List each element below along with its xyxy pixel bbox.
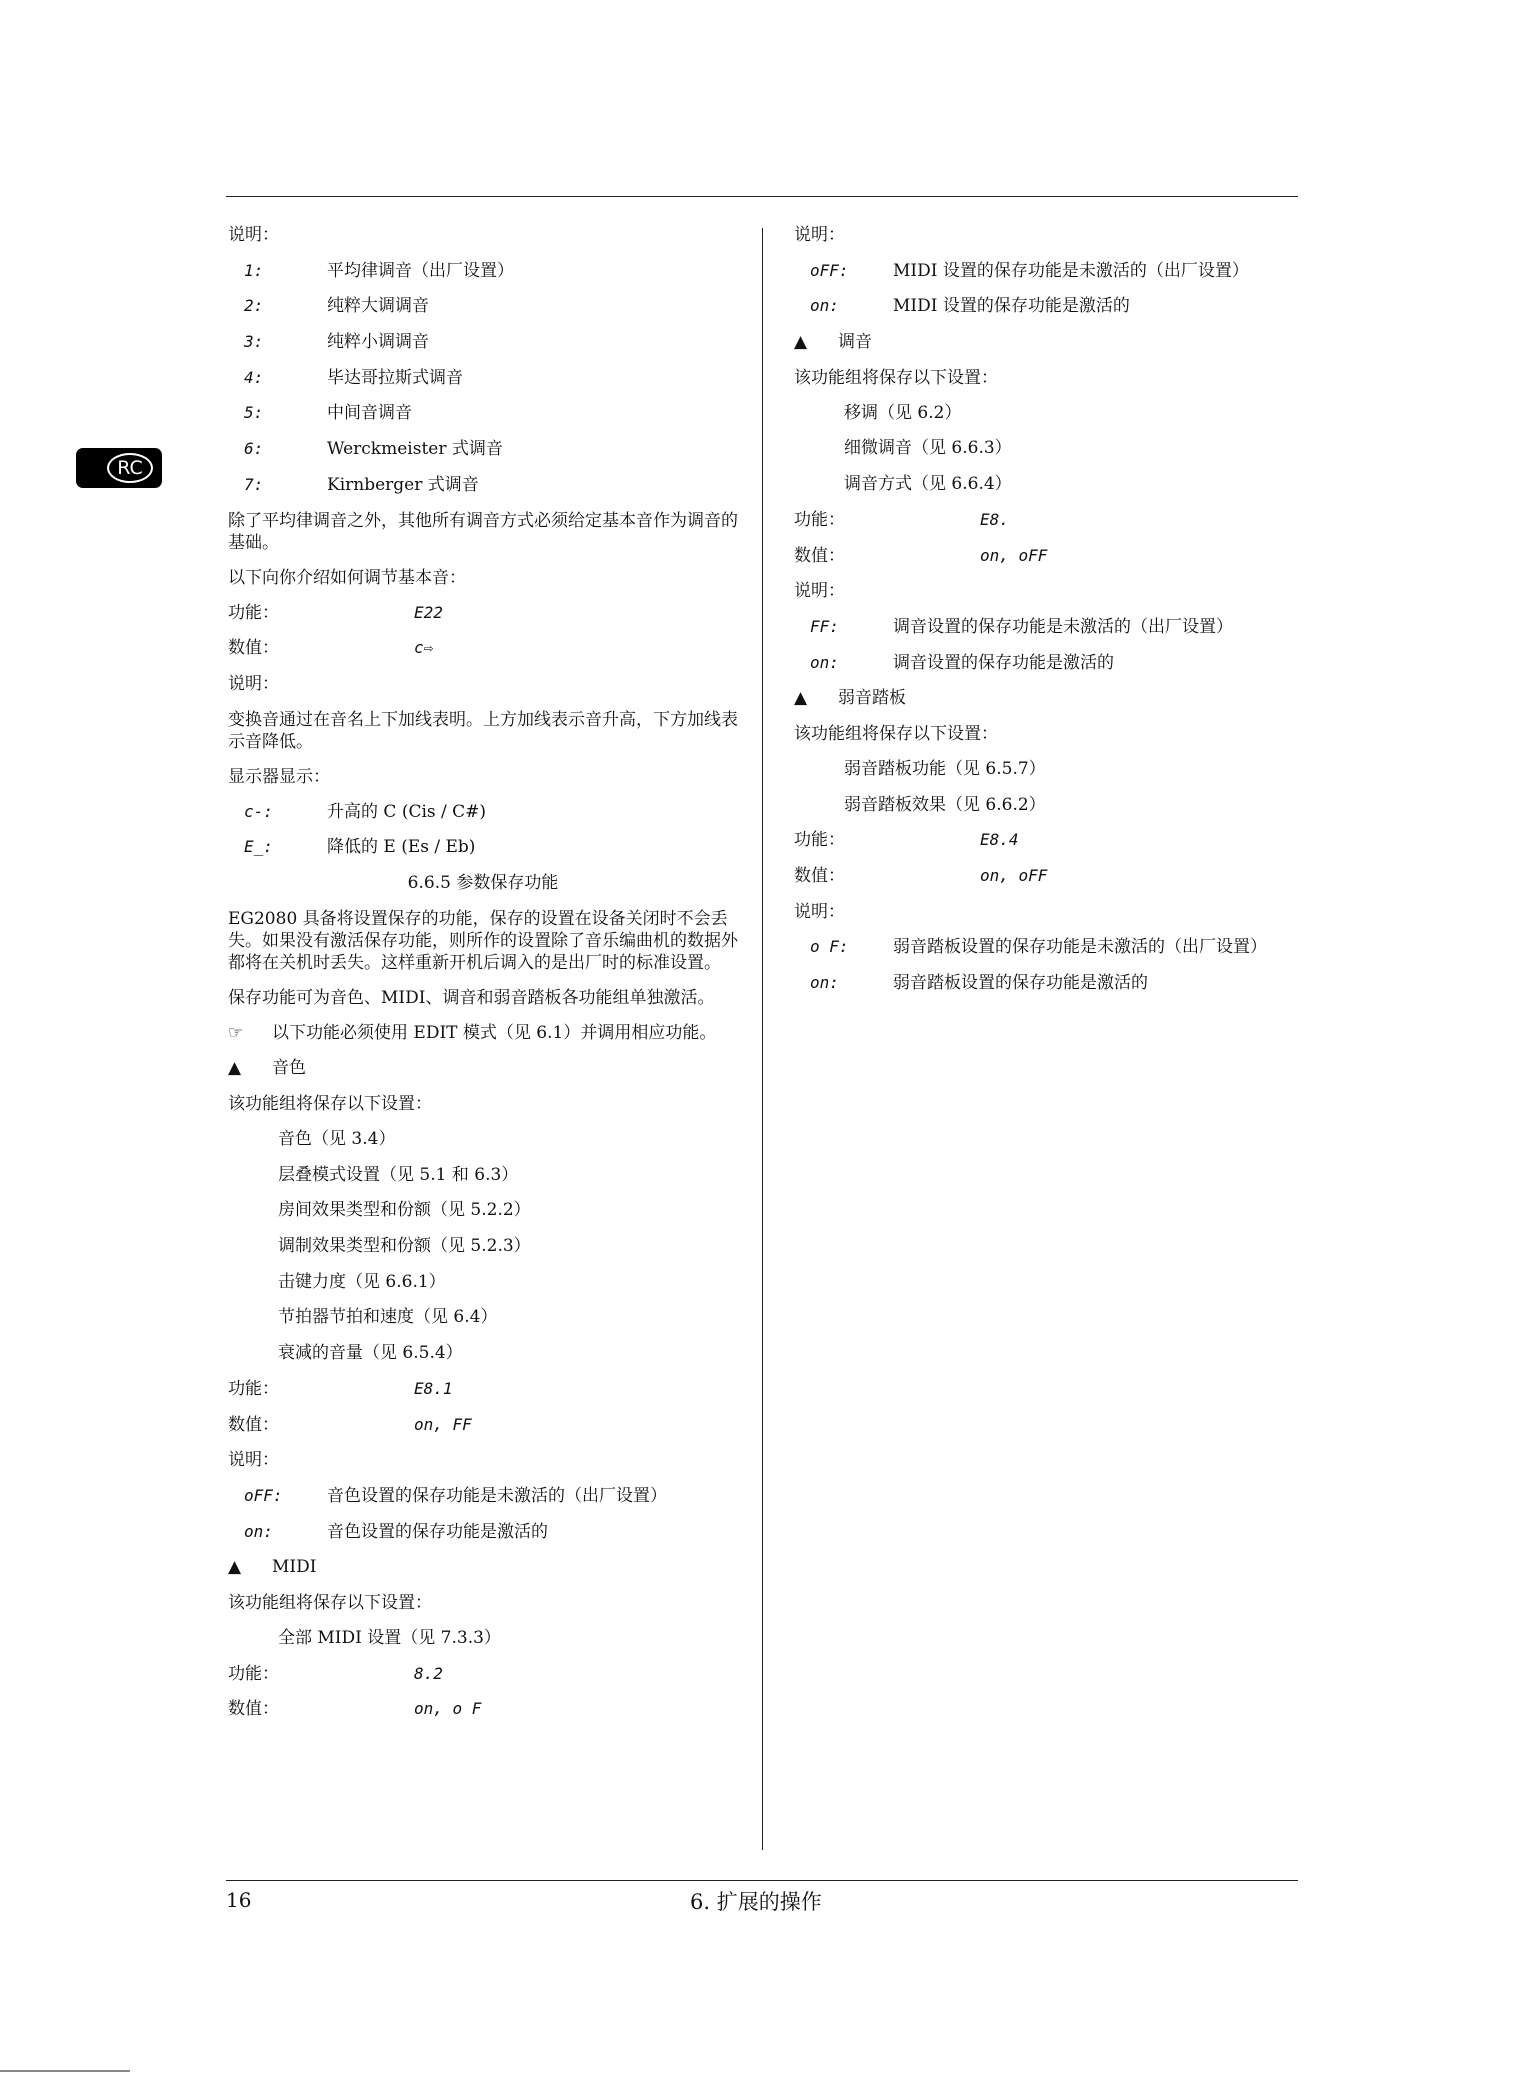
group-heading-text: 调音 <box>838 332 872 353</box>
left-column <box>228 224 738 1734</box>
field-row <box>794 545 1304 581</box>
field-row <box>228 1698 738 1734</box>
field-row <box>228 602 738 638</box>
section-label: 说明： <box>228 225 279 245</box>
code-row <box>228 402 738 438</box>
paragraph: 以下向你介绍如何调节基本音： <box>228 567 466 588</box>
pointing-hand-icon: ☞ <box>228 1022 244 1043</box>
scan-edge-mark <box>0 2070 130 2072</box>
code-row <box>228 1485 738 1521</box>
paragraph: 显示器显示： <box>228 766 330 787</box>
display-code: on: <box>810 296 839 316</box>
display-code: c-: <box>244 801 273 821</box>
section-label: 说明： <box>794 225 845 245</box>
code-description: Werckmeister 式调音 <box>327 439 503 460</box>
code-description: 弱音踏板设置的保存功能是激活的 <box>893 973 1148 994</box>
display-value: E8.4 <box>980 830 1019 850</box>
triangle-bullet-icon: ▲ <box>228 1058 242 1079</box>
field-label: 功能： <box>794 830 845 851</box>
group-heading-text: 音色 <box>272 1058 306 1079</box>
list-item: 击键力度（见 6.6.1） <box>278 1271 446 1292</box>
note-text: 以下功能必须使用 EDIT 模式（见 6.1）并调用相应功能。 <box>272 1022 717 1043</box>
display-code: on: <box>810 652 839 672</box>
code-description: 音色设置的保存功能是未激活的（出厂设置） <box>327 1485 667 1506</box>
footer-rule <box>226 1880 1298 1881</box>
code-description: 调音设置的保存功能是激活的 <box>893 652 1114 673</box>
field-row <box>228 1378 738 1414</box>
header-rule <box>226 196 1298 197</box>
field-label: 数值： <box>228 1414 279 1435</box>
display-value: 8.2 <box>414 1663 443 1683</box>
code-description: Kirnberger 式调音 <box>327 474 479 495</box>
code-description: 升高的 C (Cis / C#) <box>327 801 487 822</box>
field-label: 功能： <box>794 509 845 530</box>
list-item: 衰减的音量（见 6.5.4） <box>278 1343 463 1364</box>
right-column <box>794 224 1304 1008</box>
code-row <box>228 331 738 367</box>
paragraph: 变换音通过在音名上下加线表明。上方加线表示音升高，下方加线表示音降低。 <box>228 709 738 752</box>
code-description: 弱音踏板设置的保存功能是未激活的（出厂设置） <box>893 937 1267 958</box>
field-label: 数值： <box>794 545 845 566</box>
display-code: 1: <box>244 260 264 280</box>
code-description: 中间音调音 <box>327 403 412 424</box>
triangle-bullet-icon: ▲ <box>228 1557 242 1578</box>
code-row <box>228 801 738 837</box>
field-row <box>228 1663 738 1699</box>
code-description: 平均律调音（出厂设置） <box>327 260 514 281</box>
group-heading <box>794 687 1304 723</box>
code-row <box>794 652 1304 688</box>
field-label: 功能： <box>228 602 279 623</box>
display-value: on, FF <box>414 1414 472 1434</box>
group-heading <box>228 1556 738 1592</box>
code-description: MIDI 设置的保存功能是激活的 <box>893 296 1130 317</box>
code-row <box>794 260 1304 296</box>
badge-label: RC <box>107 453 153 483</box>
code-row <box>228 836 738 872</box>
display-value: on, o F <box>414 1699 482 1719</box>
list-item: 弱音踏板效果（见 6.6.2） <box>844 794 1046 815</box>
field-row <box>228 1414 738 1450</box>
list-item: 层叠模式设置（见 5.1 和 6.3） <box>278 1164 519 1185</box>
code-row <box>228 367 738 403</box>
list-item: 调音方式（见 6.6.4） <box>844 474 1012 495</box>
code-description: 调音设置的保存功能是未激活的（出厂设置） <box>893 616 1233 637</box>
code-description: 毕达哥拉斯式调音 <box>327 367 463 388</box>
display-code: FF: <box>810 616 839 636</box>
display-value: E8.1 <box>414 1378 453 1398</box>
paragraph: 除了平均律调音之外，其他所有调音方式必须给定基本音作为调音的基础。 <box>228 510 738 553</box>
display-code: E_: <box>244 837 273 857</box>
list-item: 全部 MIDI 设置（见 7.3.3） <box>278 1627 501 1648</box>
display-code: 6: <box>244 439 264 459</box>
field-label: 数值： <box>228 638 279 659</box>
code-description: 纯粹小调调音 <box>327 332 429 353</box>
display-code: on: <box>810 973 839 993</box>
list-item: 节拍器节拍和速度（见 6.4） <box>278 1307 498 1328</box>
code-row <box>228 474 738 510</box>
group-heading-text: 弱音踏板 <box>838 688 906 709</box>
code-row <box>794 936 1304 972</box>
field-row <box>794 509 1304 545</box>
group-heading-text: MIDI <box>272 1557 317 1578</box>
triangle-bullet-icon: ▲ <box>794 688 808 709</box>
code-row <box>794 972 1304 1008</box>
section-label: 说明： <box>794 901 845 922</box>
display-code: 3: <box>244 332 264 352</box>
section-heading: 6.6.5 参数保存功能 <box>407 872 559 893</box>
code-row <box>228 1521 738 1557</box>
list-item: 音色（见 3.4） <box>278 1129 396 1149</box>
code-description: MIDI 设置的保存功能是未激活的（出厂设置） <box>893 260 1249 281</box>
code-row <box>228 438 738 474</box>
code-row <box>794 616 1304 652</box>
display-code: 2: <box>244 296 264 316</box>
section-label: 说明： <box>228 1450 279 1471</box>
column-divider <box>762 228 763 1850</box>
page-number: 16 <box>226 1888 252 1912</box>
paragraph: 该功能组将保存以下设置： <box>228 1592 432 1613</box>
display-code: 4: <box>244 367 264 387</box>
section-label: 说明： <box>228 673 279 694</box>
group-heading <box>794 331 1304 367</box>
paragraph: 该功能组将保存以下设置： <box>228 1094 432 1114</box>
triangle-bullet-icon: ▲ <box>794 332 808 353</box>
display-code: oFF: <box>244 1485 283 1505</box>
field-row <box>794 829 1304 865</box>
note-row <box>228 1022 738 1058</box>
code-description: 纯粹大调调音 <box>327 296 429 317</box>
list-item: 调制效果类型和份额（见 5.2.3） <box>278 1236 531 1257</box>
display-code: 5: <box>244 403 264 423</box>
group-heading <box>228 1057 738 1093</box>
field-label: 数值： <box>794 866 845 886</box>
display-code: on: <box>244 1521 273 1541</box>
display-value: E8. <box>980 509 1009 529</box>
section-label: 说明： <box>794 581 845 602</box>
field-label: 功能： <box>228 1378 279 1399</box>
code-row <box>228 295 738 331</box>
list-item: 房间效果类型和份额（见 5.2.2） <box>278 1200 531 1221</box>
paragraph: 该功能组将保存以下设置： <box>794 723 998 744</box>
paragraph: 保存功能可为音色、MIDI、调音和弱音踏板各功能组单独激活。 <box>228 987 715 1008</box>
field-row <box>228 637 738 673</box>
display-value: E22 <box>414 602 443 622</box>
paragraph: 该功能组将保存以下设置： <box>794 367 998 388</box>
paragraph: EG2080 具备将设置保存的功能，保存的设置在设备关闭时不会丢失。如果没有激活保存功能，则所作的设置除了音乐编曲机的数据外都将在关机时丢失。这样重新开机后调入的是出厂时的标准设置。 <box>228 908 738 973</box>
language-tab-badge <box>76 448 162 488</box>
list-item: 移调（见 6.2） <box>844 402 962 423</box>
field-label: 数值： <box>228 1699 279 1720</box>
display-value: on, oFF <box>980 545 1048 565</box>
chapter-title: 6. 扩展的操作 <box>690 1890 822 1914</box>
display-code: o F: <box>810 937 849 957</box>
display-value: c⇨ <box>414 638 434 658</box>
field-label: 功能： <box>228 1663 279 1684</box>
code-row <box>794 295 1304 331</box>
field-row <box>794 865 1304 901</box>
display-value: on, oFF <box>980 866 1048 885</box>
code-description: 降低的 E (Es / Eb) <box>327 837 476 858</box>
list-item: 细微调音（见 6.6.3） <box>844 438 1012 459</box>
code-row <box>228 260 738 296</box>
code-description: 音色设置的保存功能是激活的 <box>327 1521 548 1542</box>
list-item: 弱音踏板功能（见 6.5.7） <box>844 758 1046 779</box>
display-code: oFF: <box>810 260 849 280</box>
display-code: 7: <box>244 474 264 494</box>
